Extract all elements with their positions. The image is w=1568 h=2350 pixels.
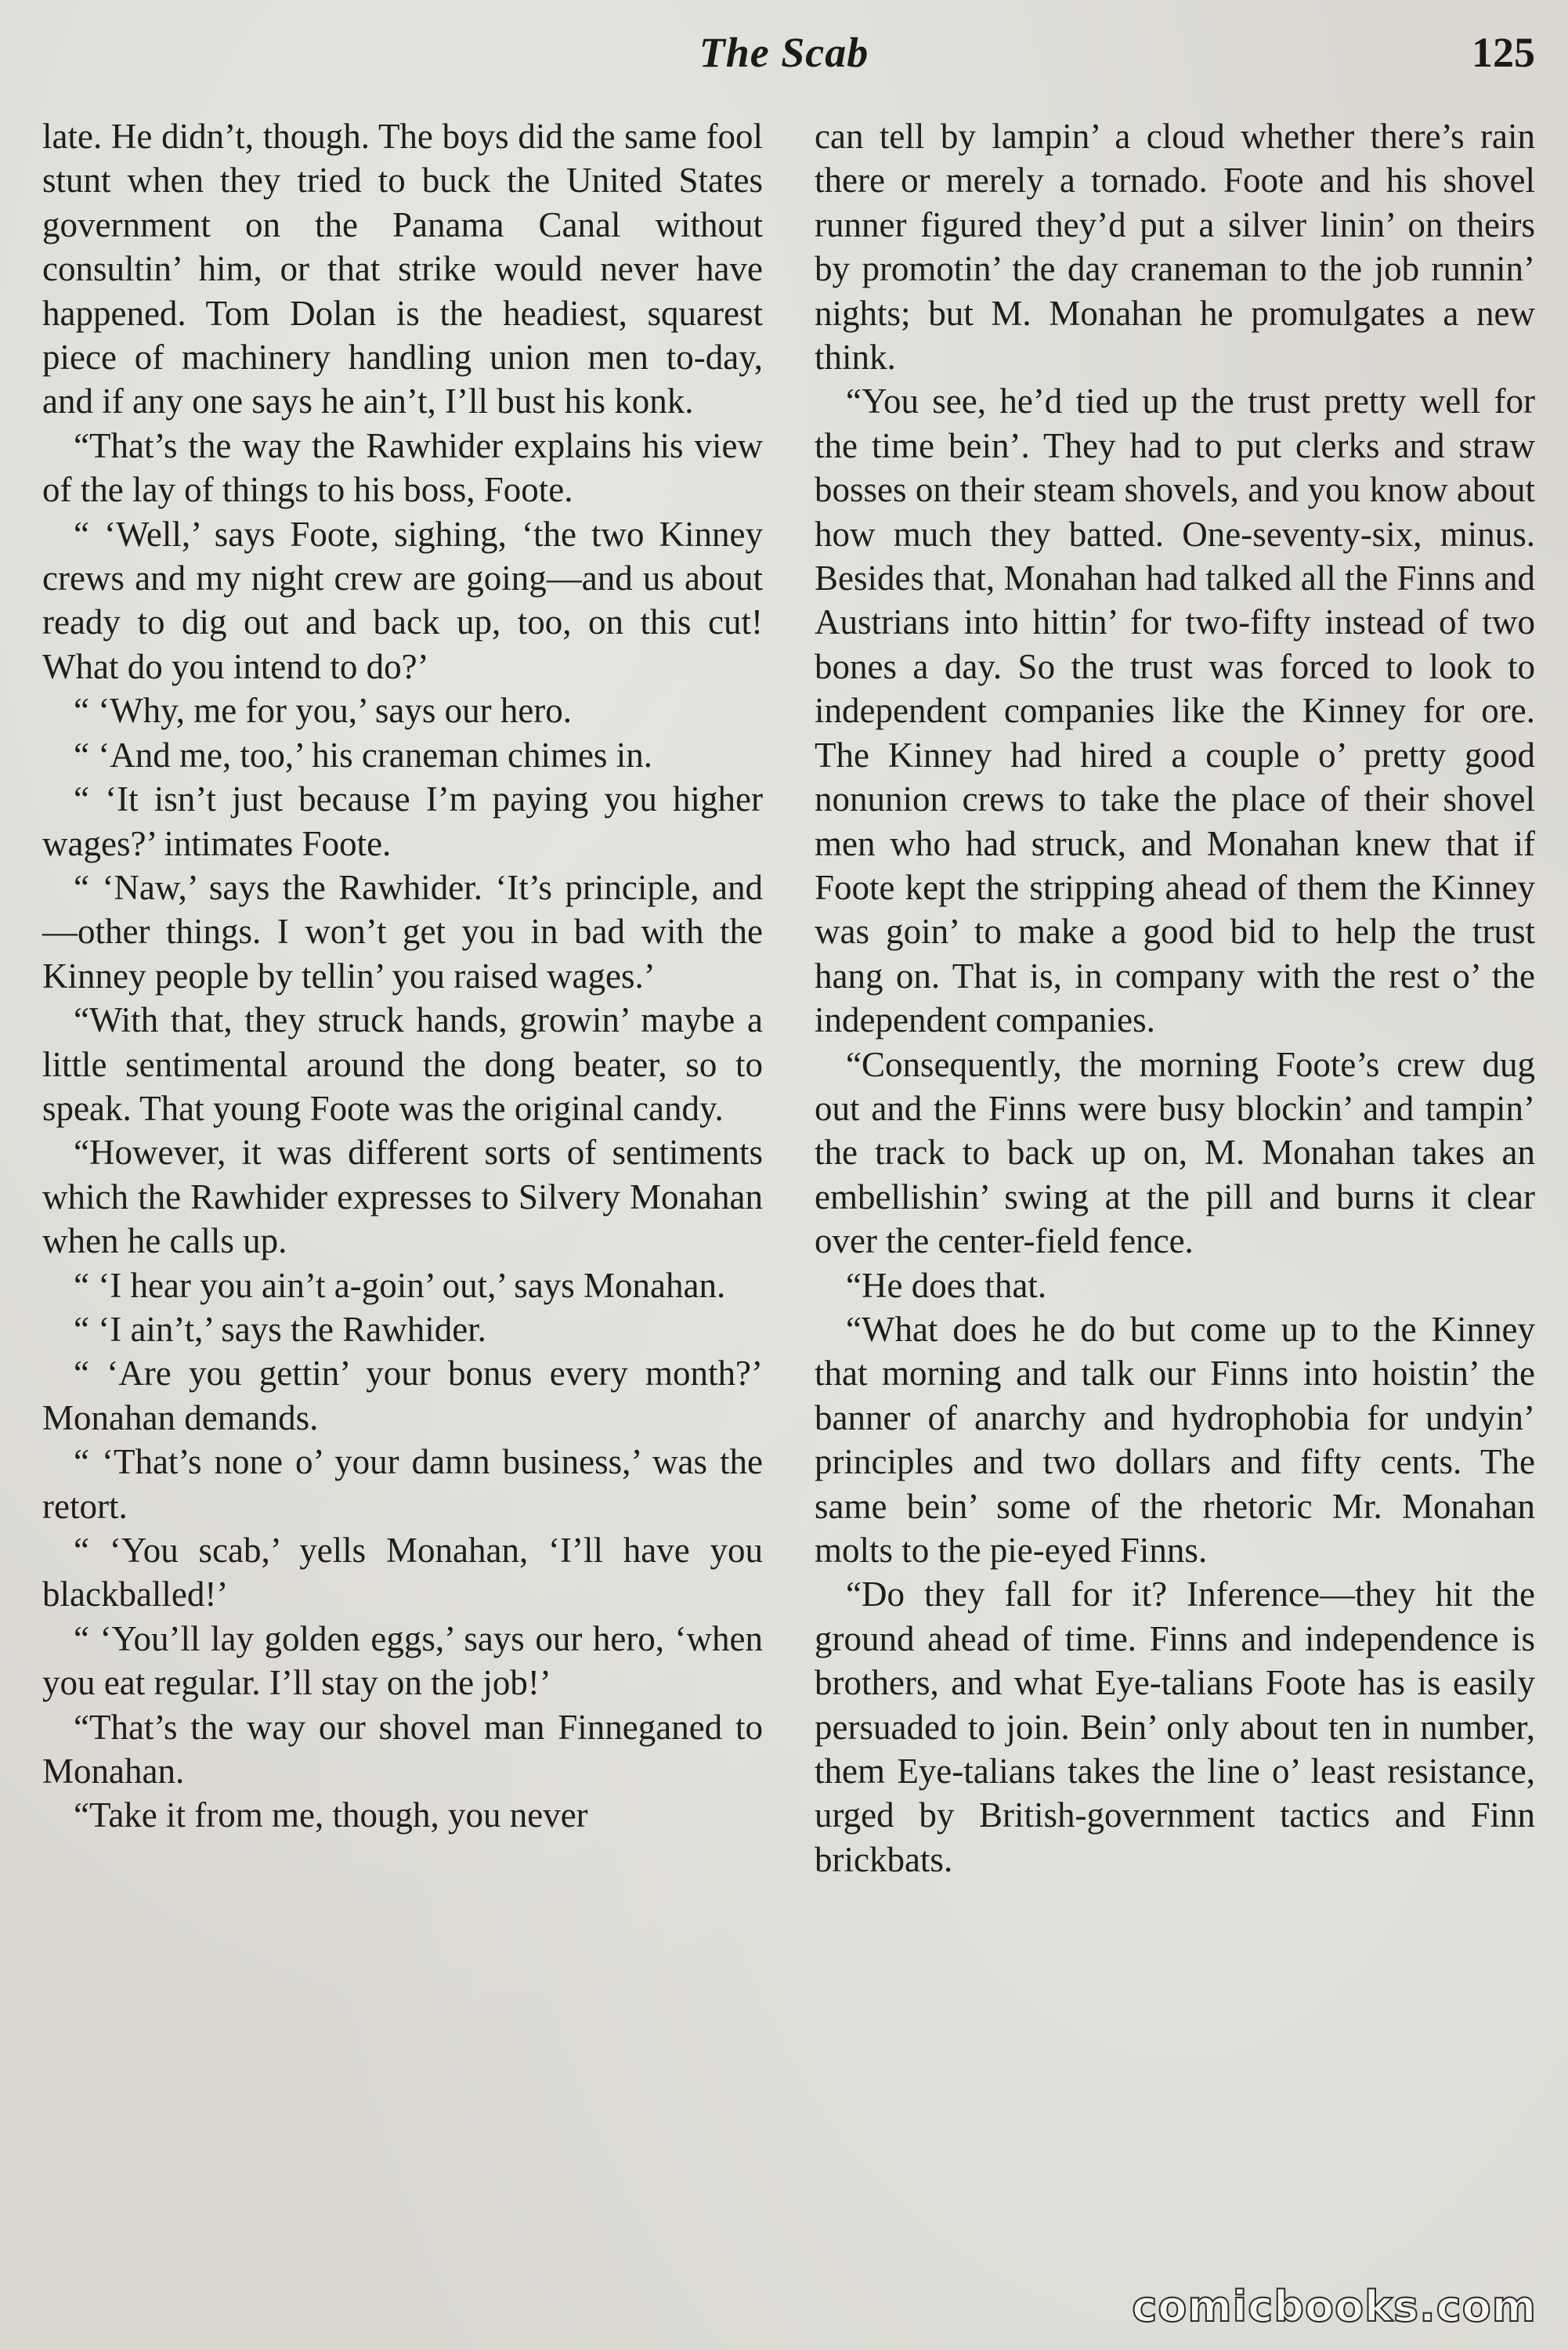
paragraph: “ ‘Why, me for you,’ says our hero. <box>74 691 573 731</box>
page-header <box>0 28 1568 83</box>
paragraph: “ ‘It isn’t just because I’m paying you higher wages?’ intimates Foote. <box>42 779 763 863</box>
left-column <box>42 114 763 1838</box>
paragraph: “What does he do but come up to the Kinney that morning and talk our Finns into hoistin’ the banner of anarchy and hydrophobia for undyin’ principles and two dollars and fifty cents. The same bein’ some of the rhetoric Mr. Monahan molts to the pie-eyed Finns. <box>815 1309 1535 1570</box>
paragraph: “However, it was different sorts of sentiments which the Rawhider expresses to Silvery Monahan when he calls up. <box>42 1133 763 1261</box>
paragraph: late. He didn’t, though. The boys did the same fool stunt when they tried to buck the United States government on the Panama Canal without consultin’ him, or that strike would never have happened. Tom Dolan is the headiest, squarest piece of machinery handling union men to-day, and if any one says he ain’t, I’ll bust his konk. <box>42 117 763 421</box>
paragraph: “That’s the way the Rawhider explains his view of the lay of things to his boss, Foote. <box>42 425 763 510</box>
paragraph: “Consequently, the morning Foote’s crew dug out and the Finns were busy blockin’ and tampin’ the track to back up on, M. Monahan takes an embellishin’ swing at the pill and burns it clear over the center-field fence. <box>815 1044 1535 1261</box>
page-number: 125 <box>1472 29 1535 76</box>
paragraph: “ ‘Well,’ says Foote, sighing, ‘the two Kinney crews and my night crew are going—and us about ready to dig out and back up, too, on this cut! What do you intend to do?’ <box>42 514 763 686</box>
paragraph: “ ‘You’ll lay golden eggs,’ says our hero, ‘when you eat regular. I’ll stay on the job!’ <box>42 1618 763 1703</box>
paragraph: “Take it from me, though, you never <box>74 1795 588 1835</box>
paragraph: “ ‘You scab,’ yells Monahan, ‘I’ll have you blackballed!’ <box>42 1531 763 1614</box>
paragraph: “ ‘Are you gettin’ your bonus every month?’ Monahan demands. <box>42 1354 763 1437</box>
paragraph: “Do they fall for it? Inference—they hit the ground ahead of time. Finns and independence is brothers, and what Eye-talians Foote has is easily persuaded to join. Bein’ only about ten in number, them Eye-talians takes the line o’ least resistance, urged by British-government tactics and Finn brickbats. <box>815 1574 1535 1879</box>
right-column <box>815 114 1535 1882</box>
paragraph: “With that, they struck hands, growin’ maybe a little sentimental around the dong beater, so to speak. That young Foote was the original candy. <box>42 1000 763 1128</box>
paragraph: “You see, he’d tied up the trust pretty well for the time bein’. They had to put clerks and straw bosses on their steam shovels, and you know about how much they batted. One-seventy-six, minus. Besides that, Monahan had talked all the Finns and Austrians into hittin’ for two-fifty instead of two bones a day. So the trust was forced to look to independent companies like the Kinney for ore. The Kinney had hired a couple o’ pretty good nonunion crews to take the place of their shovel men who had struck, and Monahan knew that if Foote kept the stripping ahead of them the Kinney was goin’ to make a good bid to help the trust hang on. That is, in company with the rest o’ the independent companies. <box>815 381 1535 1040</box>
paragraph: “ ‘That’s none o’ your damn business,’ was the retort. <box>42 1442 763 1526</box>
paragraph: “ ‘Naw,’ says the Rawhider. ‘It’s principle, and—other things. I won’t get you in bad with the Kinney people by tellin’ you raised wages.’ <box>42 867 763 996</box>
running-title: The Scab <box>699 29 869 76</box>
paragraph: “That’s the way our shovel man Finneganed to Monahan. <box>42 1707 763 1791</box>
paragraph: can tell by lampin’ a cloud whether there’s rain there or merely a tornado. Foote and his shovel runner figured they’d put a silver linin’ on theirs by promotin’ the day craneman to the job runnin’ nights; but M. Monahan he promulgates a new think. <box>815 117 1535 378</box>
paragraph: “ ‘I ain’t,’ says the Rawhider. <box>74 1309 486 1349</box>
watermark-logo: comicbooks.com <box>1132 2282 1537 2331</box>
paragraph: “ ‘And me, too,’ his craneman chimes in. <box>74 735 652 775</box>
paragraph: “He does that. <box>846 1265 1047 1305</box>
paragraph: “ ‘I hear you ain’t a-goin’ out,’ says Monahan. <box>74 1265 726 1305</box>
